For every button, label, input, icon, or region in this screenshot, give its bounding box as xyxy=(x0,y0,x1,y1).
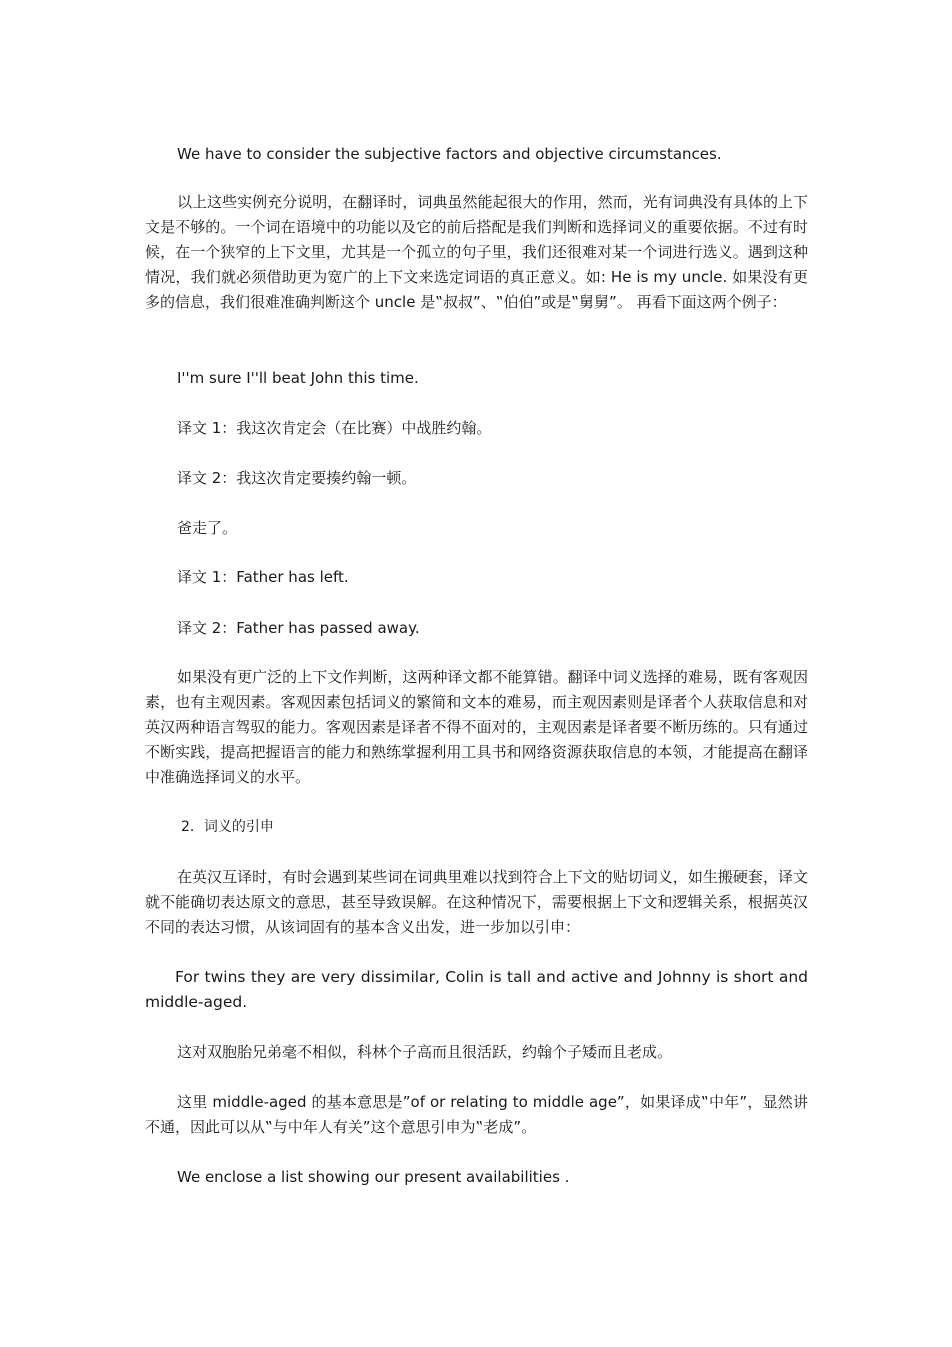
paragraph-twins-translation: 这对双胞胎兄弟毫不相似，科林个子高而且很活跃，约翰个子矮而且老成。 xyxy=(177,1043,673,1061)
paragraph-translation-father-left: 译文 1：Father has left. xyxy=(177,568,349,586)
section-heading-extension: 2．词义的引申 xyxy=(181,819,274,835)
paragraph-translation-2: 译文 2：我这次肯定要揍约翰一顿。 xyxy=(177,469,417,487)
paragraph-middle-aged-explanation: 这里 middle-aged 的基本意思是”of or relating to middle age”，如果译成‟中年”，显然讲不通，因此可以从‟与中年人有关”这个意思引申为‟老成”。 xyxy=(145,1093,808,1136)
paragraph-translation-father-passed: 译文 2：Father has passed away. xyxy=(177,619,420,637)
paragraph-english-twins: For twins they are very dissimilar, Colin is tall and active and Johnny is short and middle-aged. xyxy=(145,968,808,1011)
paragraph-english-beat-john: I''m sure I''ll beat John this time. xyxy=(177,369,419,387)
paragraph-english-consider: We have to consider the subjective factors and objective circumstances. xyxy=(177,145,722,163)
paragraph-word-choice-factors: 如果没有更广泛的上下文作判断，这两种译文都不能算错。翻译中词义选择的难易，既有客观因素，也有主观因素。客观因素包括词义的繁简和文本的难易，而主观因素则是译者个人获取信息和对英汉两种语言驾驭的能力。客观因素是译者不得不面对的，主观因素是译者要不断历练的。只有通过不断实践，提高把握语言的能力和熟练掌握利用工具书和网络资源获取信息的本领，才能提高在翻译中准确选择词义的水平。 xyxy=(145,668,808,786)
paragraph-extension-intro: 在英汉互译时，有时会遇到某些词在词典里难以找到符合上下文的贴切词义，如生搬硬套，译文就不能确切表达原文的意思，甚至导致误解。在这种情况下，需要根据上下文和逻辑关系，根据英汉不同的表达习惯，从该词固有的基本含义出发，进一步加以引申： xyxy=(145,868,808,936)
paragraph-dad-left: 爸走了。 xyxy=(177,519,238,537)
paragraph-english-enclose-list: We enclose a list showing our present availabilities . xyxy=(177,1168,570,1186)
paragraph-translation-1: 译文 1：我这次肯定会（在比赛）中战胜约翰。 xyxy=(177,419,492,437)
paragraph-dictionary-context: 以上这些实例充分说明，在翻译时，词典虽然能起很大的作用，然而，光有词典没有具体的上下文是不够的。一个词在语境中的功能以及它的前后搭配是我们判断和选择词义的重要依据。不过有时候，在一个狭窄的上下文里，尤其是一个孤立的句子里，我们还很难对某一个词进行选义。遇到这种情况，我们就必须借助更为宽广的上下文来选定词语的真正意义。如: He is my uncle. 如果没有更多的信息，我们很难准确判断这个 uncle 是‟叔叔”、‟伯伯”或是‟舅舅”。 再看下面这两个例子： xyxy=(145,193,808,311)
